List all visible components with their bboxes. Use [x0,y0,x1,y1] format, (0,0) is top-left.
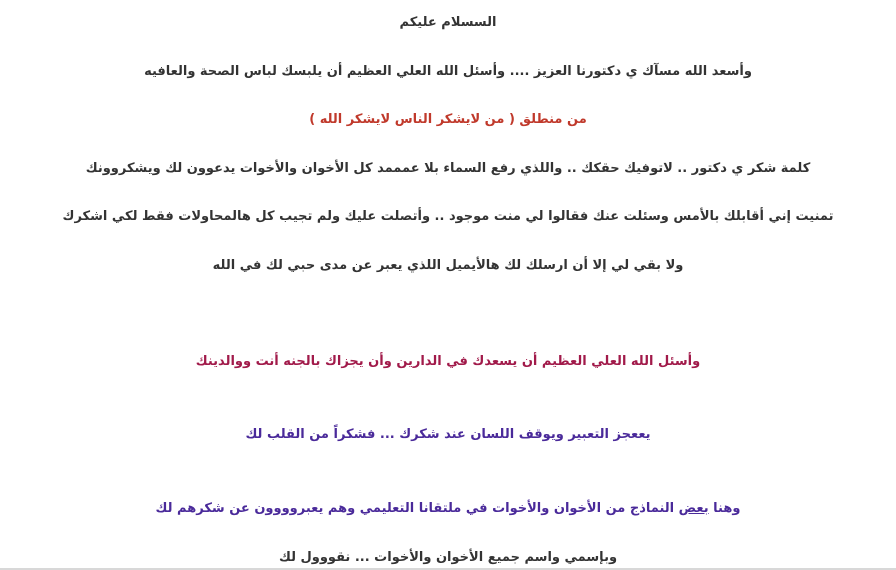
proverb-line: من منطلق ( من لايشكر الناس لايشكر الله ) [309,112,587,127]
prayer-line: وأسئل الله العلي العظيم أن يسعدك في الدارين وأن يجزاك بالجنه أنت ووالدينك [195,354,701,369]
examples-line-pre: وهنا [708,501,741,516]
examples-line-underlined: بعض [678,501,709,516]
attempt-line: تمنيت إني أقابلك بالأمس وسئلت عنك فقالوا لي منت موجود .. وأتصلت عليك ولم تجيب كل هالمحاولات فقط لكي اشكرك [62,209,834,224]
blessing-line: وأسعد الله مسآك ي دكتورنا العزيز .... وأسئل الله العلي العظيم أن يلبسك لباس الصحة والعافيه [144,64,752,79]
closing-line: وبإسمي واسم جميع الأخوان والأخوات ... نقووول لك [278,550,618,565]
email-reason-line: ولا بقي لي إلا أن ارسلك لك هالأيميل اللذي يعبر عن مدى حبي لك في الله [212,258,684,273]
examples-line [0,500,896,518]
greeting-line: السسلام عليكم [399,15,497,30]
thanks-line: كلمة شكر ي دكتور .. لاتوفيك حقكك .. واللذي رفع السماء بلا عمممد كل الأخوان والأخوات يدعوون لك ويشكروونك [85,161,811,176]
gratitude-line: يععجز التعبير ويوقف اللسان عند شكرك ... فشكراً من القلب لك [245,427,651,442]
examples-line-post: النماذج من الأخوان والأخوات في ملتقانا التعليمي وهم يعبروووون عن شكرهم لك [155,501,679,516]
